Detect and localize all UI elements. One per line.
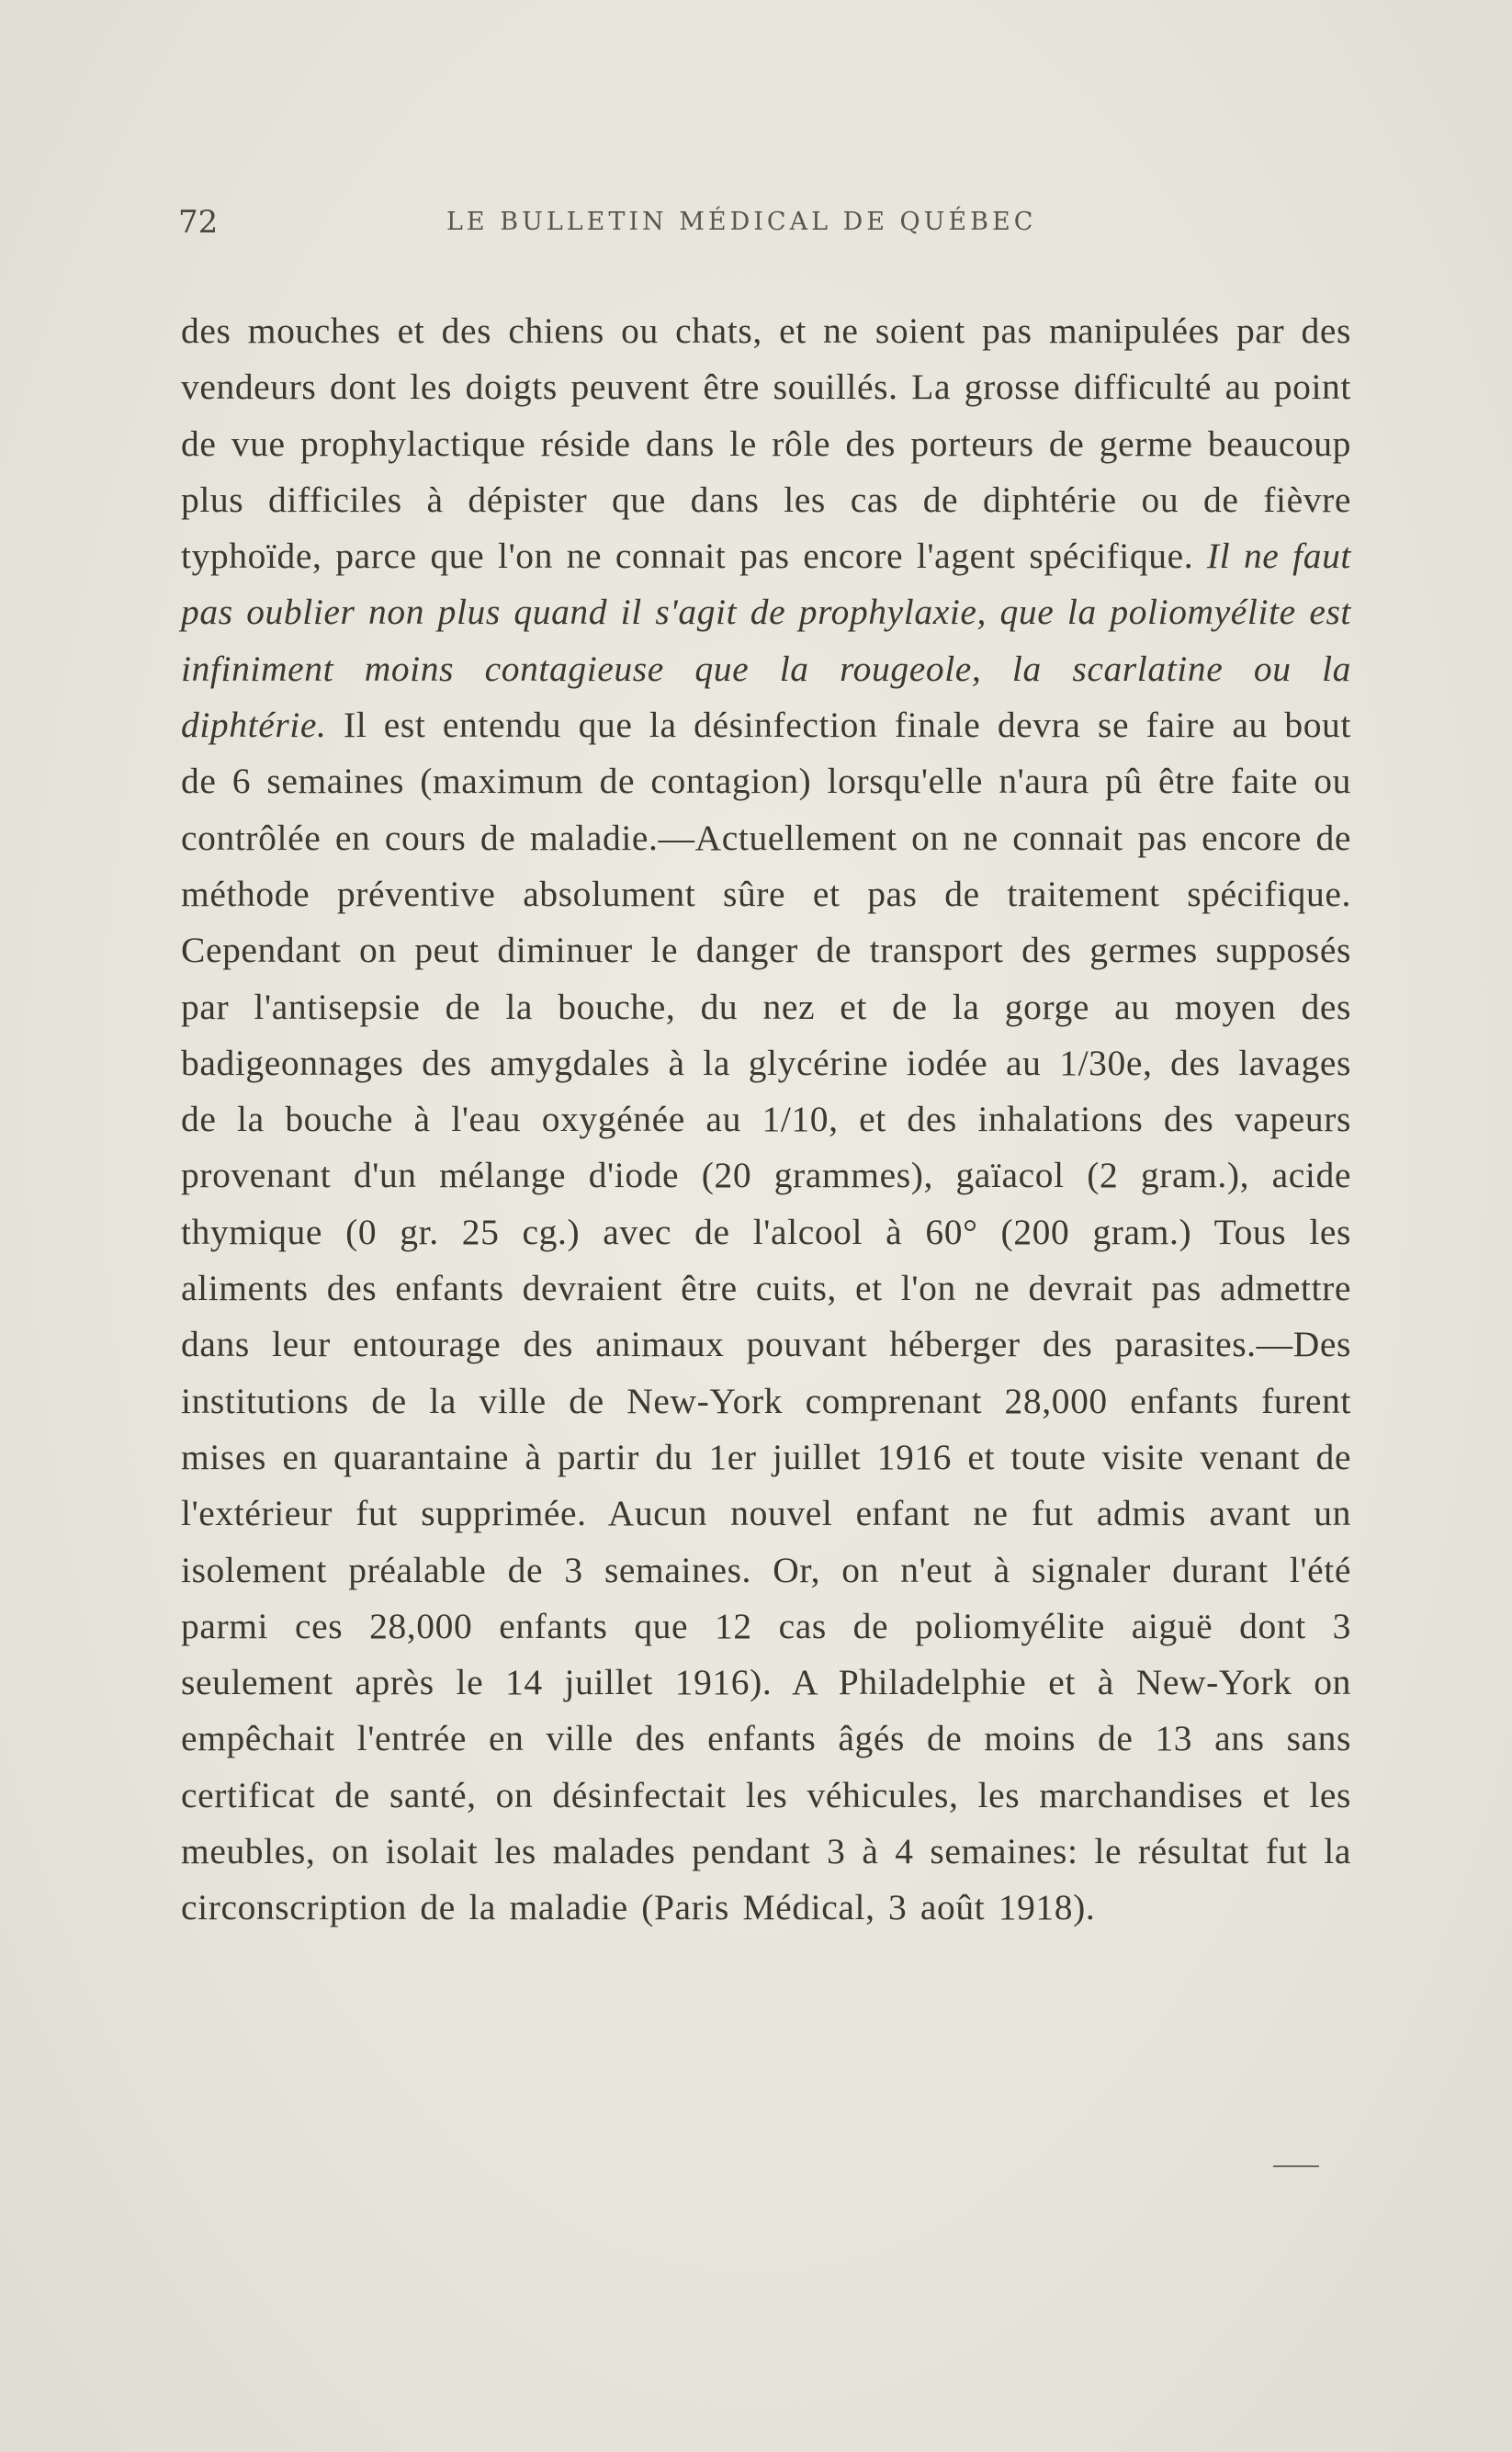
running-head: LE BULLETIN MÉDICAL DE QUÉBEC [446,208,1037,236]
paragraph-text-end: Il est entendu que la désinfection finale devra se faire au bout de 6 semaines (maximum de contagion) lorsqu'elle n'aura pû être faite ou contrôlée en cours de maladie.—Actuellement on ne connait pas encore de méthode préventive absolument sûre et pas de traitement spécifique. Cependant on peut diminuer le danger de transport des germes supposés par l'antisepsie de la bouche, du nez et de la gorge au moyen des badigeonnages des amygdales à la glycérine iodée au 1/30e, des lavages de la bouche à l'eau oxygénée au 1/10, et des inhalations des vapeurs provenant d'un mélange d'iode (20 grammes), gaïacol (2 gram.), acide thymique (0 gr. 25 cg.) avec de l'alcool à 60° (200 gram.) Tous les aliments des enfants devraient être cuits, et l'on ne devrait pas admettre dans leur entourage des animaux pouvant héberger des parasites.—Des institutions de la ville de New-York comprenant 28,000 enfants furent mises en quarantaine à partir du 1er juillet 1916 et toute visite venant de l'extérieur fut supprimée. Aucun nouvel enfant ne fut admis avant un isolement préalable de 3 semaines. Or, on n'eut à signaler durant l'été parmi ces 28,000 enfants que 12 cas de poliomyélite aiguë dont 3 seulement après le 14 juillet 1916). A Philadelphie et à New-York on empêchait l'entrée en ville des enfants âgés de moins de 13 ans sans certificat de santé, on désinfectait les véhicules, les marchandises et les meubles, on isolait les malades pendant 3 à 4 semaines: le résultat fut la circonscription de la maladie (Paris Médical, 3 août 1918). [181,705,1351,1928]
closing-rule [1273,2165,1319,2167]
italic-emphasis: Il ne faut pas oublier non plus quand il s'agit de prophylaxie, que la poliomyélite est infiniment moins contagieuse que la rougeole, la scarlatine ou la diphtérie. [181,536,1352,746]
paragraph-text-start: des mouches et des chiens ou chats, et ne soient pas manipulées par des vendeurs dont les doigts peuvent être souillés. La grosse difficulté au point de vue prophylactique réside dans le rôle des porteurs de germe beaucoup plus difficiles à dépister que dans les cas de diphtérie ou de fièvre typhoïde, parce que l'on ne connait pas encore l'agent spécifique. [181,311,1351,577]
page-header [178,204,1097,241]
body-paragraph [181,303,1351,1937]
page-number: 72 [178,204,219,241]
